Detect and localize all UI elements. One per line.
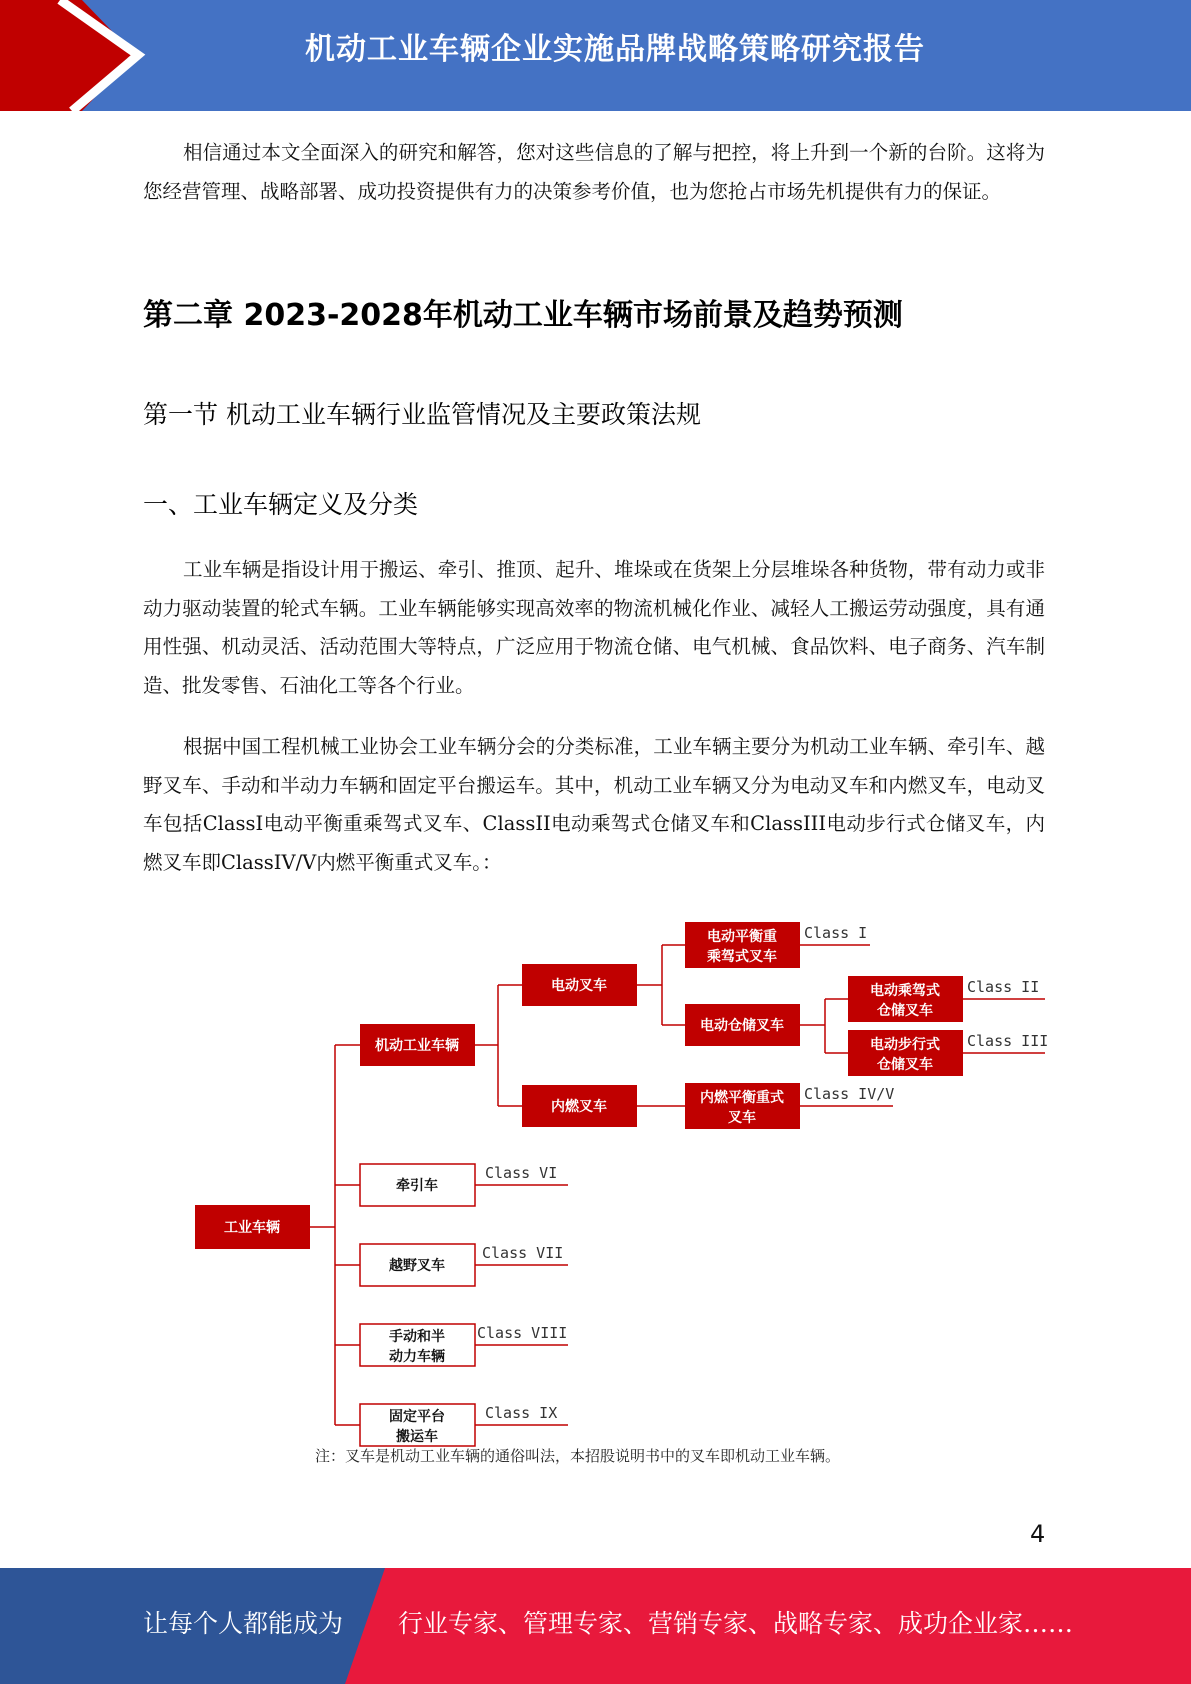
class45-label-line2: 叉车	[728, 1110, 756, 1126]
page-footer	[0, 1568, 1191, 1684]
class45-label-line1: 内燃平衡重式	[700, 1090, 784, 1106]
class3-label-line2: 仓储叉车	[877, 1057, 933, 1073]
class-code-2: Class II	[967, 978, 1040, 996]
class2-label-line2: 仓储叉车	[877, 1003, 933, 1019]
classification-tree-diagram	[180, 905, 1080, 1465]
platform-label-line2: 搬运车	[396, 1429, 438, 1445]
footer-slogan-right: 行业专家、管理专家、营销专家、战略专家、成功企业家……	[398, 1609, 1074, 1638]
footer-slogan-left: 让每个人都能成为	[143, 1609, 344, 1638]
tractor-label: 牵引车	[396, 1178, 438, 1194]
definition-paragraph: 工业车辆是指设计用于搬运、牵引、推顶、起升、堆垛或在货架上分层堆垛各种货物，带有动力或非动力驱动装置的轮式车辆。工业车辆能够实现高效率的物流机械化作业、减轻人工搬运劳动强度，具有通用性强、机动灵活、活动范围大等特点，广泛应用于物流仓储、电气机械、食品饮料、电子商务、汽车制造、批发零售、石油化工等各个行业。	[143, 558, 1045, 697]
page-number: 4	[1030, 1520, 1046, 1548]
diagram-note: 注：叉车是机动工业车辆的通俗叫法，本招股说明书中的叉车即机动工业车辆。	[315, 1447, 841, 1465]
ice-label: 内燃叉车	[551, 1099, 607, 1115]
warehouse-label: 电动仓储叉车	[700, 1018, 784, 1034]
chapter-title: 第二章 2023-2028年机动工业车辆市场前景及趋势预测	[143, 298, 903, 333]
class-code-1: Class I	[804, 924, 868, 942]
class-code-8: Class VIII	[477, 1324, 568, 1342]
class2-label-line1: 电动乘驾式	[870, 983, 940, 999]
motorized-label: 机动工业车辆	[375, 1038, 459, 1054]
electric-label: 电动叉车	[551, 978, 607, 994]
subsection-title: 一、工业车辆定义及分类	[143, 490, 419, 519]
class-code-3: Class III	[967, 1032, 1049, 1050]
class1-label-line2: 乘驾式叉车	[707, 949, 777, 965]
class3-label-line1: 电动步行式	[870, 1037, 940, 1053]
offroad-label: 越野叉车	[389, 1258, 445, 1274]
class-code-4-5: Class IV/V	[804, 1085, 895, 1103]
manual-label-line1: 手动和半	[389, 1329, 445, 1345]
manual-label-line2: 动力车辆	[389, 1349, 445, 1365]
intro-paragraph: 相信通过本文全面深入的研究和解答，您对这些信息的了解与把控，将上升到一个新的台阶。这将为您经营管理、战略部署、成功投资提供有力的决策参考价值，也为您抢占市场先机提供有力的保证。	[143, 141, 1045, 203]
platform-label-line1: 固定平台	[389, 1409, 445, 1425]
report-title: 机动工业车辆企业实施品牌战略策略研究报告	[305, 32, 925, 67]
page-header	[0, 0, 1191, 111]
class-code-6: Class VI	[485, 1164, 558, 1182]
classification-paragraph: 根据中国工程机械工业协会工业车辆分会的分类标准，工业车辆主要分为机动工业车辆、牵引车、越野叉车、手动和半动力车辆和固定平台搬运车。其中，机动工业车辆又分为电动叉车和内燃叉车，电动叉车包括ClassI电动平衡重乘驾式叉车、ClassII电动乘驾式仓储叉车和ClassIII电动步行式仓储叉车，内燃叉车即ClassIV/V内燃平衡重式叉车。：	[143, 735, 1045, 874]
class-code-9: Class IX	[485, 1404, 558, 1422]
root-label: 工业车辆	[224, 1220, 280, 1236]
section-title: 第一节 机动工业车辆行业监管情况及主要政策法规	[143, 400, 701, 429]
class-code-7: Class VII	[482, 1244, 564, 1262]
class1-label-line1: 电动平衡重	[707, 929, 777, 945]
